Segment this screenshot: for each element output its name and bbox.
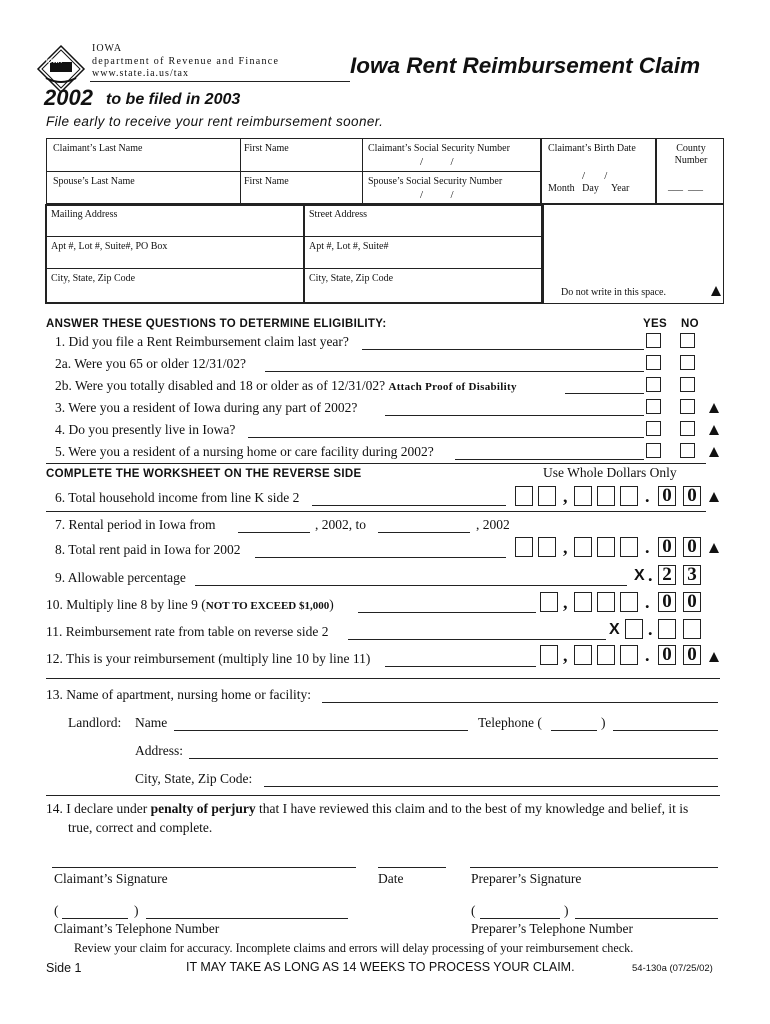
landlord-label: Landlord: (68, 715, 122, 730)
line-6-digit[interactable] (597, 486, 615, 506)
date-field[interactable] (378, 867, 446, 868)
question-5: 5. Were you a resident of a nursing home or care facility during 2002? (55, 444, 434, 459)
state-label: IOWA (92, 43, 123, 54)
not-to-exceed-note: NOT TO EXCEED $1,000 (205, 600, 330, 612)
line-6-digit[interactable] (620, 486, 638, 506)
claimant-telephone-label: Claimant’s Telephone Number (54, 921, 220, 936)
grid-row-divider (46, 171, 541, 172)
street-address-field[interactable]: Street Address (309, 209, 368, 220)
percentage-digit: 3 (683, 565, 701, 585)
mailing-apt-po-field[interactable]: Apt #, Lot #, Suite#, PO Box (51, 241, 168, 252)
preparer-area-code-field[interactable] (480, 918, 560, 919)
claimant-area-code-field[interactable] (62, 918, 128, 919)
landlord-address-field[interactable] (189, 758, 718, 759)
q5-no-checkbox[interactable] (680, 443, 695, 458)
thousands-comma: , (563, 486, 568, 506)
q2a-yes-checkbox[interactable] (646, 355, 661, 370)
line-12-digit[interactable] (597, 645, 615, 665)
line-9-label: 9. Allowable percentage (55, 570, 186, 585)
disability-proof-note: Attach Proof of Disability (388, 381, 517, 393)
line-8-digit[interactable] (538, 537, 556, 557)
address-grid (45, 204, 543, 304)
claimant-phone-field[interactable] (146, 918, 348, 919)
decimal-point: . (645, 486, 650, 506)
no-column-header: NO (681, 318, 699, 330)
department-label: department of Revenue and Finance (92, 56, 280, 67)
preparer-signature-label: Preparer’s Signature (471, 871, 582, 886)
triangle-marker-icon (709, 652, 719, 662)
question-2b: 2b. Were you totally disabled and 18 or older as of 12/31/02? Attach Proof of Disability (55, 378, 517, 393)
triangle-marker-icon (709, 403, 719, 413)
processing-time-note: IT MAY TAKE AS LONG AS 14 WEEKS TO PROCESS YOUR CLAIM. (186, 960, 575, 974)
line-10-digit[interactable] (540, 592, 558, 612)
line-6-cents-digit: 0 (658, 486, 676, 506)
telephone-label: Telephone ( (478, 715, 542, 730)
review-note: Review your claim for accuracy. Incomplete claims and errors will delay processing of your reimbursement check. (74, 941, 634, 955)
line-8-digit[interactable] (620, 537, 638, 557)
line-10-label: 10. Multiply line 8 by line 9 (NOT TO EXCEED $1,000) (46, 597, 334, 612)
q2b-no-checkbox[interactable] (680, 377, 695, 392)
form-title: Iowa Rent Reimbursement Claim (350, 53, 701, 78)
line-10-digit[interactable] (574, 592, 592, 612)
spouse-ssn-field[interactable]: Spouse’s Social Security Number (368, 176, 503, 187)
triangle-marker-icon (711, 286, 721, 296)
spouse-ssn-separators: / / (420, 189, 454, 201)
line-8-cents-digit: 0 (683, 537, 701, 557)
logo-text: IOWA (46, 59, 62, 65)
claimant-first-name-field[interactable]: First Name (244, 143, 289, 154)
yes-column-header: YES (643, 318, 667, 330)
city-label: City, State, Zip Code: (135, 771, 253, 786)
line-6-label: 6. Total household income from line K side 2 (55, 490, 300, 505)
landlord-name-field[interactable] (174, 730, 468, 731)
landlord-city-field[interactable] (264, 786, 718, 787)
q4-no-checkbox[interactable] (680, 421, 695, 436)
line-11-digit[interactable] (625, 619, 643, 639)
section-divider (46, 463, 706, 464)
do-not-write-label: Do not write in this space. (561, 287, 666, 298)
birth-date-parts: Month Day Year (548, 183, 630, 194)
multiply-sign: X (609, 621, 620, 638)
line-10-digit[interactable] (620, 592, 638, 612)
claimant-ssn-field[interactable]: Claimant’s Social Security Number (368, 143, 510, 154)
declaration-text-2: true, correct and complete. (68, 820, 213, 835)
spouse-first-name-field[interactable]: First Name (244, 176, 289, 187)
line-6-digit[interactable] (538, 486, 556, 506)
line-12-cents-digit: 0 (658, 645, 676, 665)
claimant-signature-label: Claimant’s Signature (54, 871, 168, 886)
landlord-phone-field[interactable] (613, 730, 718, 731)
triangle-marker-icon (709, 492, 719, 502)
landlord-name-label: Name (135, 715, 168, 730)
declaration-text: 14. I declare under penalty of perjury that I have reviewed this claim and to the best of my knowledge and belief, it is (46, 801, 689, 816)
date-label: Date (378, 871, 404, 886)
file-early-subtitle: File early to receive your rent reimbursement sooner. (46, 114, 384, 129)
line-10-cents-digit: 0 (683, 592, 701, 612)
claimant-ssn-separators: / / (420, 156, 454, 168)
worksheet-heading: COMPLETE THE WORKSHEET ON THE REVERSE SIDE (46, 468, 362, 480)
rental-to-field[interactable] (378, 532, 470, 533)
preparer-phone-field[interactable] (575, 918, 718, 919)
line-12-digit[interactable] (574, 645, 592, 665)
line-12-digit[interactable] (540, 645, 558, 665)
line-8-cents-digit: 0 (658, 537, 676, 557)
section-divider (46, 511, 706, 512)
line-12-label: 12. This is your reimbursement (multiply line 10 by line 11) (46, 651, 371, 666)
mailing-address-field[interactable]: Mailing Address (51, 209, 118, 220)
line-12-cents-digit: 0 (683, 645, 701, 665)
line-7-label: 7. Rental period in Iowa from (55, 517, 216, 532)
eligibility-heading: ANSWER THESE QUESTIONS TO DETERMINE ELIGIBILITY: (46, 318, 387, 330)
form-number: 54-130a (07/25/02) (632, 963, 713, 974)
spouse-last-name-field[interactable]: Spouse’s Last Name (53, 176, 135, 187)
street-apt-field[interactable]: Apt #, Lot #, Suite# (309, 241, 389, 252)
question-1: 1. Did you file a Rent Reimbursement claim last year? (55, 334, 349, 349)
question-3: 3. Were you a resident of Iowa during any part of 2002? (55, 400, 358, 415)
county-number-blanks: ___ ___ (668, 181, 703, 192)
line-11-label: 11. Reimbursement rate from table on reverse side 2 (46, 624, 329, 639)
question-2a: 2a. Were you 65 or older 12/31/02? (55, 356, 246, 371)
section-divider (46, 678, 720, 679)
whole-dollars-note: Use Whole Dollars Only (543, 465, 677, 480)
line-7-mid: , 2002, to (315, 517, 367, 532)
preparer-signature-field[interactable] (470, 867, 718, 868)
claimant-last-name-field[interactable]: Claimant’s Last Name (53, 143, 143, 154)
street-city-field[interactable]: City, State, Zip Code (309, 273, 394, 284)
line-7-end: , 2002 (476, 517, 510, 532)
line-10-cents-digit: 0 (658, 592, 676, 612)
line-8-digit[interactable] (574, 537, 592, 557)
county-number-label: County Number (674, 143, 708, 166)
line-11-digit[interactable] (658, 619, 676, 639)
filing-year: to be filed in 2003 (106, 91, 241, 108)
header-rule (90, 81, 350, 82)
q2b-yes-checkbox[interactable] (646, 377, 661, 392)
multiply-sign: X (634, 567, 645, 584)
q1-yes-checkbox[interactable] (646, 333, 661, 348)
rental-from-field[interactable] (238, 532, 310, 533)
mailing-city-field[interactable]: City, State, Zip Code (51, 273, 136, 284)
line-10-digit[interactable] (597, 592, 615, 612)
line-6-digit[interactable] (574, 486, 592, 506)
line-6-digit[interactable] (515, 486, 533, 506)
birth-date-label: Claimant’s Birth Date (548, 143, 636, 154)
tax-year: 2002 (44, 85, 93, 110)
line-8-label: 8. Total rent paid in Iowa for 2002 (55, 542, 241, 557)
preparer-telephone-label: Preparer’s Telephone Number (471, 921, 633, 936)
q2a-no-checkbox[interactable] (680, 355, 695, 370)
line-11-digit[interactable] (683, 619, 701, 639)
line-8-digit[interactable] (515, 537, 533, 557)
q3-yes-checkbox[interactable] (646, 399, 661, 414)
line-13-label: 13. Name of apartment, nursing home or facility: (46, 687, 312, 702)
claimant-signature-field[interactable] (52, 867, 356, 868)
percentage-digit: 2 (658, 565, 676, 585)
website-link[interactable]: www.state.ia.us/tax (92, 68, 189, 79)
line-12-digit[interactable] (620, 645, 638, 665)
line-8-digit[interactable] (597, 537, 615, 557)
facility-name-field[interactable] (322, 702, 718, 703)
triangle-marker-icon (709, 447, 719, 457)
birth-date-separators: / / (582, 170, 608, 182)
side-label: Side 1 (46, 961, 82, 975)
triangle-marker-icon (709, 543, 719, 553)
q4-yes-checkbox[interactable] (646, 421, 661, 436)
q5-yes-checkbox[interactable] (646, 443, 661, 458)
question-4: 4. Do you presently live in Iowa? (55, 422, 236, 437)
q1-no-checkbox[interactable] (680, 333, 695, 348)
landlord-area-code-field[interactable] (551, 730, 597, 731)
address-label: Address: (135, 743, 183, 758)
section-divider (46, 795, 720, 796)
q3-no-checkbox[interactable] (680, 399, 695, 414)
triangle-marker-icon (709, 425, 719, 435)
line-6-cents-digit: 0 (683, 486, 701, 506)
